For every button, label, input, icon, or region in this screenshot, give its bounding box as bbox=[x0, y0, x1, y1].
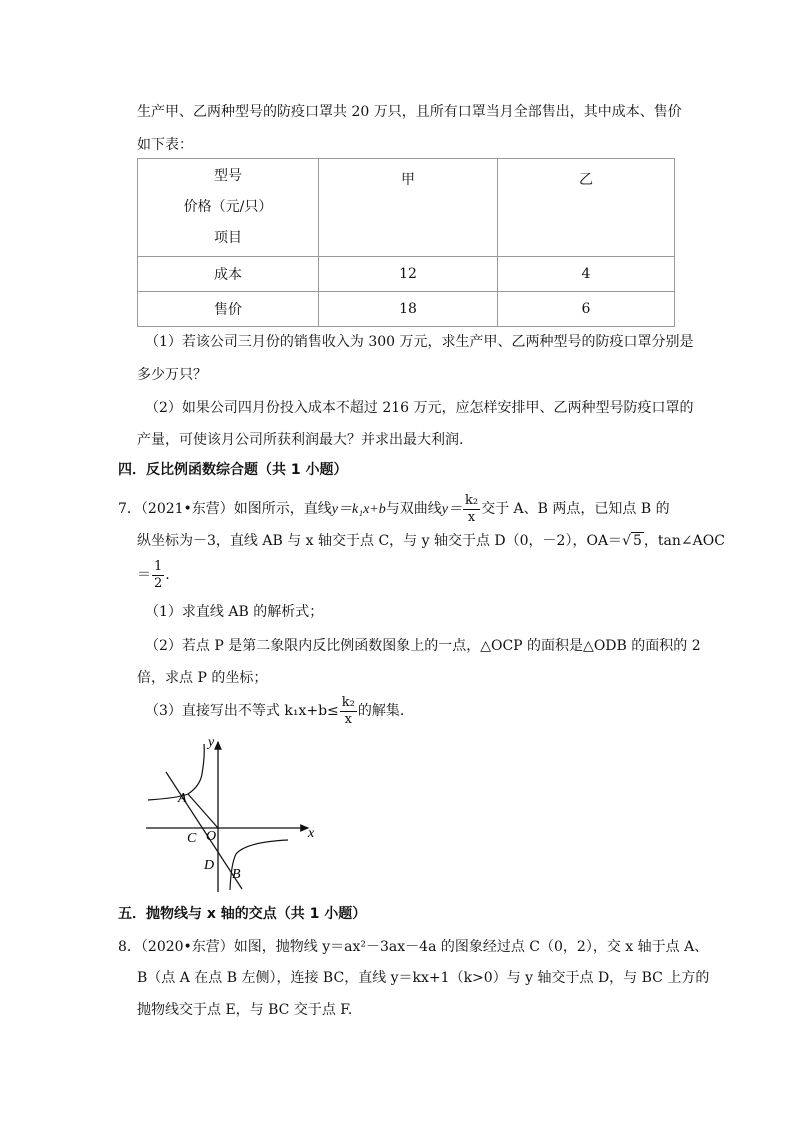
fraction-k2-over-x: $\frac{\text{k₂}}{x}$ bbox=[341, 694, 355, 727]
q7-line-3: ＝ $\frac{1}{2}$ . bbox=[137, 558, 170, 591]
row-label: 成本 bbox=[138, 257, 319, 292]
price-table bbox=[137, 158, 675, 327]
q6-part2-line-1: （2）如果公司四月份投入成本不超过 216 万元，应怎样安排甲、乙两种型号防疫口罩的 bbox=[145, 400, 694, 416]
cell-yi: 6 bbox=[498, 292, 675, 327]
label-y: y bbox=[208, 736, 215, 750]
cell-jia: 18 bbox=[319, 292, 498, 327]
q8-line-3: 抛物线交于点 E，与 BC 交于点 F. bbox=[137, 1002, 353, 1018]
q7-text: 交于 A、B 两点，已知点 B 的 bbox=[481, 501, 670, 517]
q6-part1-line-2: 多少万只？ bbox=[137, 367, 207, 383]
q7-line-1 bbox=[118, 492, 670, 527]
table-row bbox=[138, 257, 675, 292]
q7-line-2: 纵坐标为－3，直线 AB 与 x 轴交于点 C，与 y 轴交于点 D（0，－2），OA＝√ 5 ，tan∠AOC bbox=[137, 533, 725, 549]
table-header-cell bbox=[138, 159, 319, 257]
q7-hyperbola-equation: y＝ bbox=[441, 502, 462, 517]
label-c: C bbox=[187, 831, 197, 846]
q6-part2-line-2: 产量，可使该月公司所获利润最大？并求出最大利润. bbox=[137, 432, 464, 448]
q7-sub-1: （1）求直线 AB 的解析式； bbox=[145, 604, 324, 620]
label-b: B bbox=[232, 867, 241, 882]
fraction-one-half: $\frac{1}{2}$ bbox=[154, 558, 163, 591]
label-d: D bbox=[204, 858, 215, 873]
header-label-model: 型号 bbox=[214, 168, 242, 184]
hyperbola-branch-upper-left bbox=[148, 744, 204, 800]
fraction-k2-over-x: $\frac{\text{k₂}}{x}$ bbox=[464, 492, 479, 525]
header-label-price: 价格（元/只） bbox=[183, 199, 273, 215]
header-label-item: 项目 bbox=[214, 230, 242, 246]
sqrt-5: 5 bbox=[632, 533, 642, 549]
intro-line-2: 如下表： bbox=[137, 137, 193, 153]
q7-sub-2-line-2: 倍，求点 P 的坐标； bbox=[137, 670, 268, 686]
q7-sub-2-line-1: （2）若点 P 是第二象限内反比例函数图象上的一点，△OCP 的面积是△ODB 的面积的 2 bbox=[145, 638, 701, 654]
column-header-jia: 甲 bbox=[319, 159, 498, 257]
table-row bbox=[138, 292, 675, 327]
column-header-yi: 乙 bbox=[498, 159, 675, 257]
q8-line-2: B（点 A 在点 B 左侧），连接 BC，直线 y＝kx+1（k>0）与 y 轴交于点 D，与 BC 上方的 bbox=[137, 970, 710, 986]
q7-number: 7．（2021•东营）如图所示，直线 bbox=[118, 501, 332, 517]
section-5-heading: 五．抛物线与 x 轴的交点（共 1 小题） bbox=[118, 906, 367, 922]
q8-line-1: 8．（2020•东营）如图，抛物线 y＝ax²－3ax－4a 的图象经过点 C（0，2），交 x 轴于点 A、 bbox=[118, 939, 709, 955]
label-a: A bbox=[178, 791, 187, 806]
row-label: 售价 bbox=[138, 292, 319, 327]
label-o: O bbox=[206, 829, 217, 844]
q6-part1-line-1: （1）若该公司三月份的销售收入为 300 万元，求生产甲、乙两种型号的防疫口罩分别是 bbox=[145, 334, 694, 350]
cell-yi: 4 bbox=[498, 257, 675, 292]
intro-line-1: 生产甲、乙两种型号的防疫口罩共 20 万只，且所有口罩当月全部售出，其中成本、售价 bbox=[137, 104, 682, 120]
section-4-heading: 四．反比例函数综合题（共 1 小题） bbox=[118, 462, 348, 478]
hyperbola-branch-lower-right bbox=[230, 840, 288, 890]
segment-oa bbox=[188, 794, 218, 828]
q7-text: 与双曲线 bbox=[385, 501, 442, 517]
cell-jia: 12 bbox=[319, 257, 498, 292]
label-x: x bbox=[308, 826, 315, 841]
q7-line-equation: y＝k₁x+b bbox=[331, 502, 386, 517]
q7-sub-3: （3）直接写出不等式 k₁x+b≤ $\frac{\text{k₂}}{x}$ 的解集. bbox=[145, 694, 405, 727]
q7-figure bbox=[138, 736, 328, 896]
